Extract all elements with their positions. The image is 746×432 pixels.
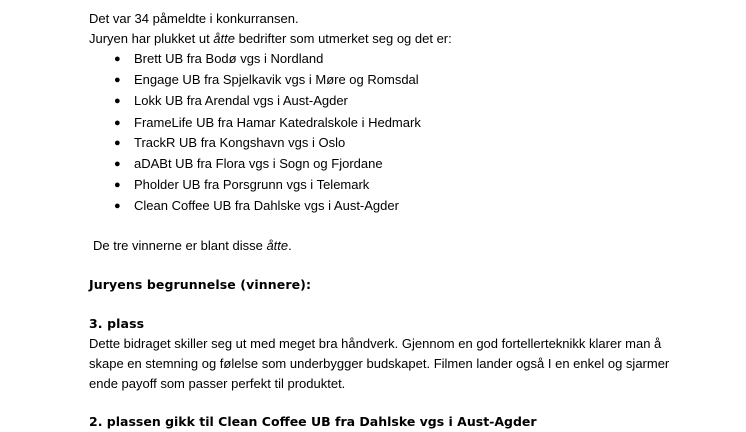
intro-line-jury: [89, 28, 452, 49]
list-item-text: Engage UB fra Spjelkavik vgs i Møre og Romsdal: [134, 72, 419, 87]
winners-note-text: De tre vinnerne er blant disse: [93, 238, 267, 253]
list-item-text: Lokk UB fra Arendal vgs i Aust-Agder: [134, 93, 348, 108]
paragraph-line: ende payoff som passer perfekt til produktet.: [89, 376, 346, 391]
bullet-icon: ●: [114, 95, 121, 107]
intro-jury-text-end: bedrifter som utmerket seg og det er:: [234, 31, 452, 46]
intro-jury-emphasis: åtte: [213, 31, 235, 46]
bullet-icon: ●: [114, 158, 121, 170]
jury-heading: Juryens begrunnelse (vinnere):: [89, 277, 312, 292]
third-place-heading: 3. plass: [89, 316, 145, 331]
bullet-icon: ●: [114, 200, 121, 212]
second-place-heading: 2. plassen gikk til Clean Coffee UB fra Dahlske vgs i Aust-Agder: [89, 414, 537, 429]
bullet-icon: ●: [114, 53, 121, 65]
bullet-icon: ●: [114, 179, 121, 191]
winners-note-end: .: [288, 238, 292, 253]
winners-note: [93, 235, 292, 256]
intro-line-participants: Det var 34 påmeldte i konkurransen.: [89, 11, 299, 26]
list-item-text: FrameLife UB fra Hamar Katedralskole i Hedmark: [134, 115, 421, 130]
paragraph-line: Dette bidraget skiller seg ut med meget bra håndverk. Gjennom en god fortellerteknikk klarer man å: [89, 336, 662, 351]
list-item-text: Pholder UB fra Porsgrunn vgs i Telemark: [134, 177, 370, 192]
bullet-icon: ●: [114, 137, 121, 149]
intro-jury-text: Juryen har plukket ut: [89, 31, 214, 46]
list-item-text: aDABt UB fra Flora vgs i Sogn og Fjordane: [134, 156, 383, 171]
list-item-text: TrackR UB fra Kongshavn vgs i Oslo: [134, 135, 346, 150]
list-item-text: Clean Coffee UB fra Dahlske vgs i Aust-Agder: [134, 198, 399, 213]
bullet-icon: ●: [114, 74, 121, 86]
bullet-icon: ●: [114, 117, 121, 129]
winners-note-emphasis: åtte: [266, 238, 289, 253]
list-item-text: Brett UB fra Bodø vgs i Nordland: [134, 51, 324, 66]
paragraph-line: skape en stemning og følelse som underbygger budskapet. Filmen lander også I en enkel og sjarmer: [89, 356, 670, 371]
